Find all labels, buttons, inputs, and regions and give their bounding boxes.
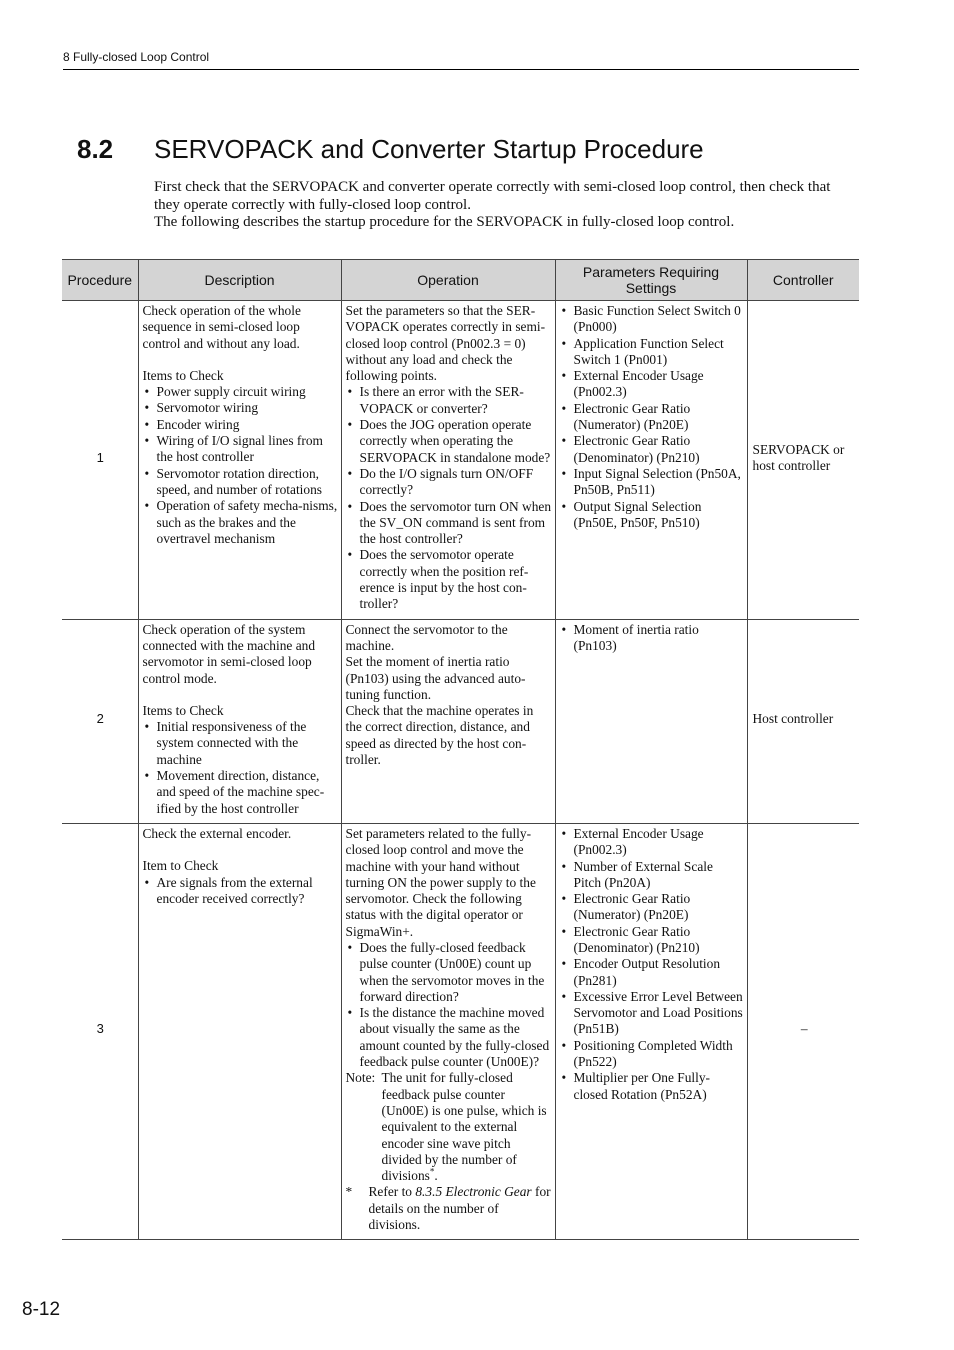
list-item: • Movement direction, distance, and speed of the machine spec-ified by the host controller — [143, 768, 338, 817]
list-item: • Initial responsiveness of the system connected with the machine — [143, 719, 338, 768]
parameters-list — [560, 622, 744, 655]
operation-line: Set the moment of inertia ratio (Pn103) using the advanced auto-tuning function. — [345, 654, 526, 702]
table-row — [62, 619, 859, 823]
controller-cell: – — [747, 823, 859, 1239]
list-item: • Does the servomotor operate correctly when the position ref-erence is input by the host con-troller? — [346, 547, 552, 612]
header-description: Description — [138, 260, 341, 301]
list-item: • Wiring of I/O signal lines from the host controller — [143, 433, 338, 466]
intro-paragraph-2: The following describes the startup procedure for the SERVOPACK in fully-closed loop control. — [154, 214, 735, 230]
controller-cell: Host controller — [747, 619, 859, 823]
list-item: • Excessive Error Level Between Servomotor and Load Positions (Pn51B) — [560, 989, 744, 1038]
parameters-cell — [555, 619, 747, 823]
controller-cell: SERVOPACK or host controller — [747, 301, 859, 620]
description-summary: Check operation of the system connected with the machine and servomotor in semi-closed loop control mode. — [142, 621, 316, 686]
items-list — [143, 719, 338, 817]
list-item: • Positioning Completed Width (Pn522) — [560, 1038, 744, 1071]
procedure-number: 2 — [62, 619, 138, 823]
list-item: • Encoder wiring — [143, 417, 338, 433]
description-cell — [138, 619, 341, 823]
running-header: 8 Fully-closed Loop Control — [63, 50, 859, 70]
operation-checks — [346, 940, 552, 1070]
items-label: Items to Check — [142, 702, 224, 718]
list-item: • Input Signal Selection (Pn50A, Pn50B, Pn511) — [560, 466, 744, 499]
table-header-row — [62, 260, 859, 301]
operation-line: Connect the servomotor to the machine. — [345, 621, 508, 653]
list-item: • Electronic Gear Ratio (Numerator) (Pn20E) — [560, 891, 744, 924]
list-item: • Do the I/O signals turn ON/OFF correctly? — [346, 466, 552, 499]
note — [346, 1070, 552, 1184]
footnote-marker: * — [429, 1166, 435, 1177]
note-text: The unit for fully-closed feedback pulse counter (Un00E) is one pulse, which is equivalent to the external encoder sine wave pitch divided by the number of divisions — [381, 1070, 547, 1184]
description-cell — [138, 301, 341, 620]
parameters-cell — [555, 823, 747, 1239]
operation-line: Check that the machine operates in the correct direction, distance, and speed as directed by the host con-troller. — [345, 703, 534, 768]
list-item: • Does the servomotor turn ON when the SV_ON command is sent from the host controller? — [346, 499, 552, 548]
header-parameters: Parameters Requiring Settings — [555, 260, 747, 301]
list-item: • Number of External Scale Pitch (Pn20A) — [560, 859, 744, 892]
table-row — [62, 823, 859, 1239]
items-list — [143, 875, 338, 908]
intro-paragraph-1: First check that the SERVOPACK and converter operate correctly with semi-closed loop control, then check that they operate correctly with fully-closed loop control. — [154, 179, 831, 213]
startup-procedure-table — [62, 259, 859, 1240]
page-number: 8-12 — [22, 1299, 61, 1320]
footnote-mark: * — [345, 1184, 353, 1200]
list-item: • Is the distance the machine moved about visually the same as the amount counted by the fully-closed feedback pulse counter (Un00E)? — [346, 1005, 552, 1070]
list-item: • Electronic Gear Ratio (Denominator) (Pn210) — [560, 433, 744, 466]
list-item: • External Encoder Usage (Pn002.3) — [560, 826, 744, 859]
parameters-list — [560, 826, 744, 1103]
footnote — [346, 1184, 552, 1233]
list-item: • Does the fully-closed feedback pulse counter (Un00E) count up when the servomotor moves in the forward direction? — [346, 940, 552, 1005]
table-row — [62, 301, 859, 620]
footnote-pre: Refer to — [368, 1184, 416, 1200]
list-item: • Output Signal Selection (Pn50E, Pn50F, Pn510) — [560, 499, 744, 532]
header-procedure: Procedure — [62, 260, 138, 301]
note-body — [382, 1070, 552, 1184]
operation-cell — [341, 823, 555, 1239]
list-item: • Electronic Gear Ratio (Denominator) (Pn210) — [560, 924, 744, 957]
header-operation: Operation — [341, 260, 555, 301]
list-item: • Servomotor wiring — [143, 400, 338, 416]
list-item: • Servomotor rotation direction, speed, and number of rotations — [143, 466, 338, 499]
operation-cell — [341, 619, 555, 823]
list-item: • Operation of safety mecha-nisms, such as the brakes and the overtravel mechanism — [143, 498, 338, 547]
parameters-list — [560, 303, 744, 531]
list-item: • Moment of inertia ratio (Pn103) — [560, 622, 744, 655]
intro-text — [154, 179, 858, 232]
items-label: Item to Check — [142, 858, 219, 874]
list-item: • Does the JOG operation operate correctly when operating the SERVOPACK in standalone mode? — [346, 417, 552, 466]
section-heading — [77, 132, 857, 166]
list-item: • Electronic Gear Ratio (Numerator) (Pn20E) — [560, 401, 744, 434]
list-item: • Basic Function Select Switch 0 (Pn000) — [560, 303, 744, 336]
procedure-number: 1 — [62, 301, 138, 620]
description-summary: Check the external encoder. — [142, 825, 292, 841]
items-label: Items to Check — [142, 367, 224, 383]
list-item: • Encoder Output Resolution (Pn281) — [560, 956, 744, 989]
list-item: • Application Function Select Switch 1 (Pn001) — [560, 336, 744, 369]
footnote-body — [369, 1184, 552, 1233]
list-item: • External Encoder Usage (Pn002.3) — [560, 368, 744, 401]
list-item: • Is there an error with the SER-VOPACK or converter? — [346, 384, 552, 417]
section-title: SERVOPACK and Converter Startup Procedure — [154, 134, 704, 164]
header-controller: Controller — [747, 260, 859, 301]
operation-text: Set parameters related to the fully-closed loop control and move the machine with your hand without turning ON the power supply to the servomotor. Check the following status with the digital operator or SigmaWin+. — [345, 825, 536, 939]
footnote-reference: 8.3.5 Electronic Gear — [415, 1184, 532, 1200]
operation-checks — [346, 384, 552, 612]
note-label: Note: — [345, 1070, 376, 1086]
procedure-number: 3 — [62, 823, 138, 1239]
description-summary: Check operation of the whole sequence in semi-closed loop control and without any load. — [142, 303, 301, 351]
section-number: 8.2 — [77, 134, 114, 164]
parameters-cell — [555, 301, 747, 620]
list-item: • Power supply circuit wiring — [143, 384, 338, 400]
note-end: . — [434, 1168, 438, 1184]
operation-cell — [341, 301, 555, 620]
list-item: • Are signals from the external encoder received correctly? — [143, 875, 338, 908]
items-list — [143, 384, 338, 547]
footnote-post: for details on the number of divisions. — [368, 1184, 551, 1233]
description-cell — [138, 823, 341, 1239]
list-item: • Multiplier per One Fully-closed Rotation (Pn52A) — [560, 1070, 744, 1103]
operation-text: Set the parameters so that the SER-VOPACK operates correctly in semi-closed loop control (Pn002.3 = 0) without any load and check the following points. — [345, 303, 546, 384]
